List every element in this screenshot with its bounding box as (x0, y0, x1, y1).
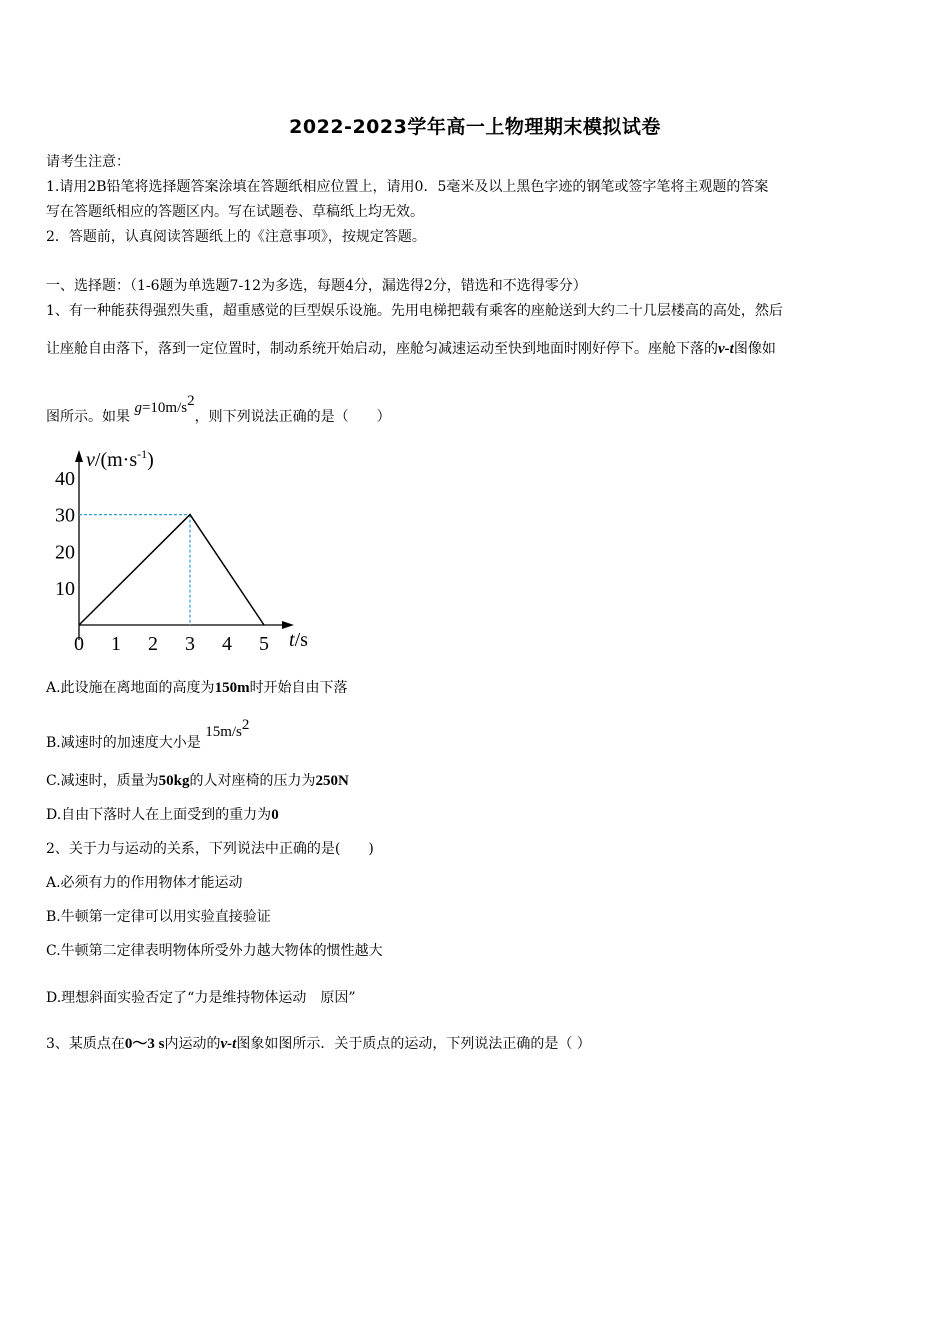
question-3-end: 图象如图所示．关于质点的运动，下列说法正确的是（ ） (236, 1036, 591, 1052)
x-tick-labels (74, 633, 269, 655)
vt-graph (46, 440, 316, 660)
question-3-vt-symbol: v-t (220, 1036, 237, 1052)
vt-symbol: v-t (718, 341, 734, 357)
notice-item-1-line-2: 写在答题纸相应的答题区内。写在试题卷、草稿纸上均无效。 (46, 204, 424, 220)
notice-item-1-line-1: 1.请用2B铅笔将选择题答案涂填在答题纸相应位置上，请用0．5毫米及以上黑色字迹的钢笔或签字笔将主观题的答案 (46, 179, 769, 195)
option-c-middle: 的人对座椅的压力为 (189, 773, 316, 789)
option-b-exponent: 2 (241, 717, 250, 733)
question-1-option-d (46, 805, 279, 825)
option-c-mass: 50kg (158, 773, 190, 789)
y-axis-label: $v/(m\cdot s^{-1})$ (86, 447, 154, 471)
question-3-range: 0～3 s (124, 1036, 165, 1052)
question-2-option-a: A.必须有力的作用物体才能运动 (46, 875, 243, 891)
g-value: =10m/s (141, 400, 188, 416)
question-2-stem: 2、关于力与运动的关系，下列说法中正确的是( ) (46, 841, 374, 857)
option-b-value: 15m/s (205, 724, 242, 740)
question-2-option-b: B.牛顿第一定律可以用实验直接验证 (46, 909, 271, 925)
g-symbol: g (134, 400, 142, 416)
question-1-line-2 (46, 339, 776, 359)
y-tick-label: 30 (55, 504, 75, 527)
notice-heading: 请考生注意： (46, 154, 130, 170)
option-b-formula (205, 715, 249, 742)
x-tick-label: 0 (74, 633, 84, 655)
option-d-value: 0 (271, 807, 279, 823)
x-tick-label: 1 (111, 633, 121, 655)
y-tick-label: 40 (55, 467, 75, 490)
notice-item-2: 2．答题前，认真阅读答题纸上的《注意事项》，按规定答题。 (46, 229, 426, 245)
question-1-option-b (46, 717, 250, 753)
g-exponent: 2 (187, 393, 195, 409)
option-c-force: 250N (315, 773, 349, 789)
x-tick-label: 4 (222, 633, 232, 655)
question-1-option-c (46, 771, 349, 791)
question-1-line-2-text: 让座舱自由落下，落到一定位置时，制动系统开始启动，座舱匀减速运动至快到地面时刚好停下。座舱下落的 (46, 341, 718, 357)
question-1-line-3-text: 图所示。如果 (46, 409, 130, 425)
option-b-text: B.减速时的加速度大小是 (46, 735, 201, 751)
x-tick-label: 3 (185, 633, 195, 655)
option-a-text: A.此设施在离地面的高度为 (46, 680, 215, 696)
y-axis-arrow (75, 450, 83, 462)
x-tick-label: 2 (148, 633, 158, 655)
question-1-option-a (46, 678, 348, 698)
x-axis-arrow (282, 621, 294, 629)
option-d-text: D.自由下落时人在上面受到的重力为 (46, 807, 272, 823)
question-2-option-d: D.理想斜面实验否定了“力是维持物体运动 原因” (46, 990, 356, 1006)
question-3-text: 3、某质点在 (46, 1036, 125, 1052)
question-3-middle: 内运动的 (164, 1036, 221, 1052)
question-2-option-c: C.牛顿第二定律表明物体所受外力越大物体的惯性越大 (46, 943, 383, 959)
y-tick-label: 10 (55, 578, 75, 601)
question-1-line-3 (46, 393, 391, 427)
y-tick-label: 20 (55, 541, 75, 564)
option-a-end: 时开始自由下落 (249, 680, 348, 696)
question-3-stem (46, 1034, 591, 1054)
question-1-line-3-end: ，则下列说法正确的是（ ） (194, 409, 391, 425)
velocity-line (79, 515, 264, 625)
option-c-text: C.减速时，质量为 (46, 773, 159, 789)
x-axis-label: t/s (289, 629, 308, 651)
g-formula (134, 391, 194, 418)
question-1-line-1: 1、有一种能获得强烈失重，超重感觉的巨型娱乐设施。先用电梯把载有乘客的座舱送到大约二十几层楼高的高处，然后 (46, 303, 783, 319)
question-1-line-2-end: 图像如 (733, 341, 776, 357)
option-a-value: 150m (214, 680, 250, 696)
x-tick-label: 5 (259, 633, 269, 655)
section-heading: 一、选择题：（1-6题为单选题7-12为多选，每题4分，漏选得2分，错选和不选得零分） (46, 278, 587, 294)
y-tick-labels (55, 468, 75, 600)
page-title: 2022-2023学年高一上物理期末模拟试卷 (289, 116, 661, 138)
